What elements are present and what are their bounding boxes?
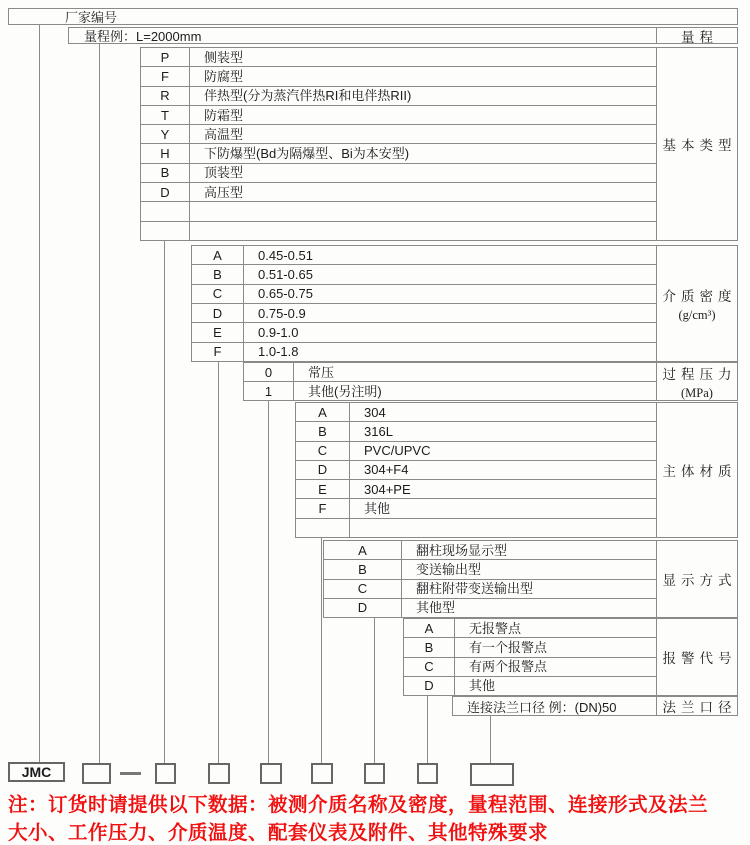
code-cell: B — [404, 638, 455, 656]
alarm-code-label: 报警代号 — [662, 651, 737, 666]
table-row — [296, 403, 656, 422]
code-cell: E — [192, 323, 244, 341]
table-row — [244, 363, 656, 382]
code-cell: T — [141, 106, 190, 124]
table-row — [404, 677, 656, 695]
code-cell: C — [192, 285, 244, 303]
code-cell: H — [141, 144, 190, 162]
description-cell: 1.0-1.8 — [258, 344, 299, 360]
code-cell — [141, 202, 190, 220]
code-cell: C — [404, 658, 455, 676]
table-row — [404, 658, 656, 677]
flange-size-label: 法兰口径 — [662, 700, 737, 715]
table-row — [141, 125, 656, 144]
code-cell: D — [296, 461, 350, 479]
table-row — [324, 599, 656, 617]
connector-line-material — [321, 538, 322, 763]
code-cell: B — [141, 164, 190, 182]
connector-line-density — [218, 362, 219, 763]
display-mode-label: 显示方式 — [662, 573, 737, 588]
connector-line-basic-type — [164, 241, 165, 763]
description-cell: 0.9-1.0 — [258, 324, 299, 340]
code-cell — [296, 519, 350, 537]
description-cell: 顶装型 — [204, 165, 244, 181]
table-row — [324, 580, 656, 599]
table-row — [296, 480, 656, 499]
code-cell: B — [324, 560, 402, 578]
table-row — [141, 48, 656, 67]
code-cell: D — [192, 304, 244, 322]
table-row — [192, 323, 656, 342]
table-row — [141, 164, 656, 183]
description-cell: 0.51-0.65 — [258, 266, 313, 282]
code-cell: C — [296, 442, 350, 460]
description-cell: 其他(另注明) — [308, 383, 382, 399]
code-box-range — [82, 763, 111, 784]
code-cell: E — [296, 480, 350, 498]
factory-number-label: 厂家编号 — [65, 10, 118, 25]
range-label-cell — [656, 27, 738, 44]
alarm-code-label-cell — [656, 618, 738, 696]
basic-type-label-cell — [656, 47, 738, 241]
table-row — [296, 442, 656, 461]
table-row — [296, 519, 656, 537]
description-cell: 316L — [364, 423, 393, 439]
medium-density-label-cell — [656, 245, 738, 362]
flange-size-row — [452, 696, 657, 716]
table-row — [244, 382, 656, 400]
code-box-material — [311, 763, 333, 784]
display-mode-label-cell — [656, 540, 738, 618]
model-prefix-text: JMC — [21, 764, 52, 780]
description-cell: 304+PE — [364, 481, 411, 497]
code-cell: 1 — [244, 382, 294, 400]
code-cell — [141, 222, 190, 240]
table-row — [192, 246, 656, 265]
code-box-pressure — [260, 763, 282, 784]
description-cell: 304 — [364, 404, 386, 420]
connector-line-display — [374, 618, 375, 763]
table-row — [296, 499, 656, 518]
dash-separator — [120, 772, 141, 775]
code-cell: R — [141, 87, 190, 105]
description-cell: 翻柱现场显示型 — [416, 542, 508, 558]
medium-density-label: 介质密度 — [662, 288, 737, 304]
description-cell: 无报警点 — [469, 620, 522, 636]
basic-type-label: 基本类型 — [662, 138, 737, 153]
description-cell: 0.75-0.9 — [258, 305, 306, 321]
description-cell: 0.45-0.51 — [258, 247, 313, 263]
table-row — [141, 87, 656, 106]
code-cell: D — [141, 183, 190, 201]
table-row — [192, 304, 656, 323]
table-row — [141, 202, 656, 221]
table-row — [296, 422, 656, 441]
code-cell: C — [324, 580, 402, 598]
description-cell: 翻柱附带变送输出型 — [416, 581, 534, 597]
code-cell: Y — [141, 125, 190, 143]
code-cell: P — [141, 48, 190, 66]
table-row — [141, 222, 656, 240]
code-cell: A — [192, 246, 244, 264]
description-cell: 伴热型(分为蒸汽伴热RI和电伴热RII) — [204, 88, 412, 104]
description-cell: 其他型 — [416, 600, 456, 616]
code-box-basic-type — [155, 763, 176, 784]
code-cell: D — [404, 677, 455, 695]
code-cell: D — [324, 599, 402, 617]
connector-line-alarm — [427, 696, 428, 763]
body-material-label: 主体材质 — [662, 464, 737, 479]
description-cell: 304+F4 — [364, 462, 409, 478]
table-row — [141, 144, 656, 163]
ordering-note — [8, 791, 748, 845]
body-material-label-cell — [656, 402, 738, 538]
range-example-text: 量程例：L=2000mm — [84, 29, 202, 44]
range-example-box — [68, 27, 657, 44]
description-cell: 0.65-0.75 — [258, 286, 313, 302]
description-cell: 高压型 — [204, 184, 244, 200]
ordering-note-line2: 大小、工作压力、介质温度、配套仪表及附件、其他特殊要求 — [8, 822, 549, 844]
table-row — [404, 619, 656, 638]
table-row — [192, 285, 656, 304]
code-cell: F — [192, 343, 244, 361]
ordering-note-line1: 注：订货时请提供以下数据：被测介质名称及密度，量程范围、连接形式及法兰 — [8, 794, 709, 816]
code-cell: F — [141, 67, 190, 85]
connector-line-range — [99, 44, 100, 763]
code-cell: A — [324, 541, 402, 559]
code-box-flange — [470, 763, 514, 786]
body-material-table — [295, 402, 657, 538]
process-pressure-table — [243, 362, 657, 401]
table-row — [296, 461, 656, 480]
description-cell: 其他 — [469, 678, 496, 694]
code-cell: A — [404, 619, 455, 637]
factory-number-box — [8, 8, 738, 25]
basic-type-table — [140, 47, 657, 241]
table-row — [141, 67, 656, 86]
range-label: 量程 — [681, 29, 718, 45]
description-cell: 防霜型 — [204, 107, 244, 123]
table-row — [324, 541, 656, 560]
description-cell: 侧装型 — [204, 49, 244, 65]
process-pressure-label: 过程压力 — [662, 366, 737, 382]
code-cell: F — [296, 499, 350, 517]
description-cell: 变送输出型 — [416, 561, 482, 577]
code-cell: B — [192, 265, 244, 283]
description-cell: 高温型 — [204, 126, 244, 142]
flange-size-text: 连接法兰口径 例：(DN)50 — [467, 699, 617, 715]
table-row — [324, 560, 656, 579]
alarm-code-table — [403, 618, 657, 696]
table-row — [141, 183, 656, 202]
connector-line-flange — [490, 716, 491, 763]
table-row — [404, 638, 656, 657]
process-pressure-label-cell — [656, 362, 738, 401]
code-cell: B — [296, 422, 350, 440]
description-cell: 其他 — [364, 501, 391, 517]
flange-size-label-cell — [656, 696, 738, 716]
description-cell: 常压 — [308, 364, 335, 380]
code-box-density — [208, 763, 230, 784]
connector-line-factory — [39, 25, 40, 762]
description-cell: 有两个报警点 — [469, 659, 548, 675]
table-row — [141, 106, 656, 125]
table-row — [192, 265, 656, 284]
code-box-display — [364, 763, 385, 784]
code-cell: 0 — [244, 363, 294, 381]
display-mode-table — [323, 540, 657, 618]
table-row — [192, 343, 656, 361]
connector-line-pressure — [268, 401, 269, 763]
description-cell: 下防爆型(Bd为隔爆型、Bi为本安型) — [204, 146, 410, 162]
description-cell: 防腐型 — [204, 68, 244, 84]
medium-density-unit: (g/cm³) — [678, 307, 716, 322]
model-prefix-box — [8, 762, 65, 782]
description-cell: 有一个报警点 — [469, 639, 548, 655]
description-cell: PVC/UPVC — [364, 443, 431, 459]
code-cell: A — [296, 403, 350, 421]
code-box-alarm — [417, 763, 438, 784]
process-pressure-unit: (MPa) — [681, 385, 713, 400]
medium-density-table — [191, 245, 657, 362]
